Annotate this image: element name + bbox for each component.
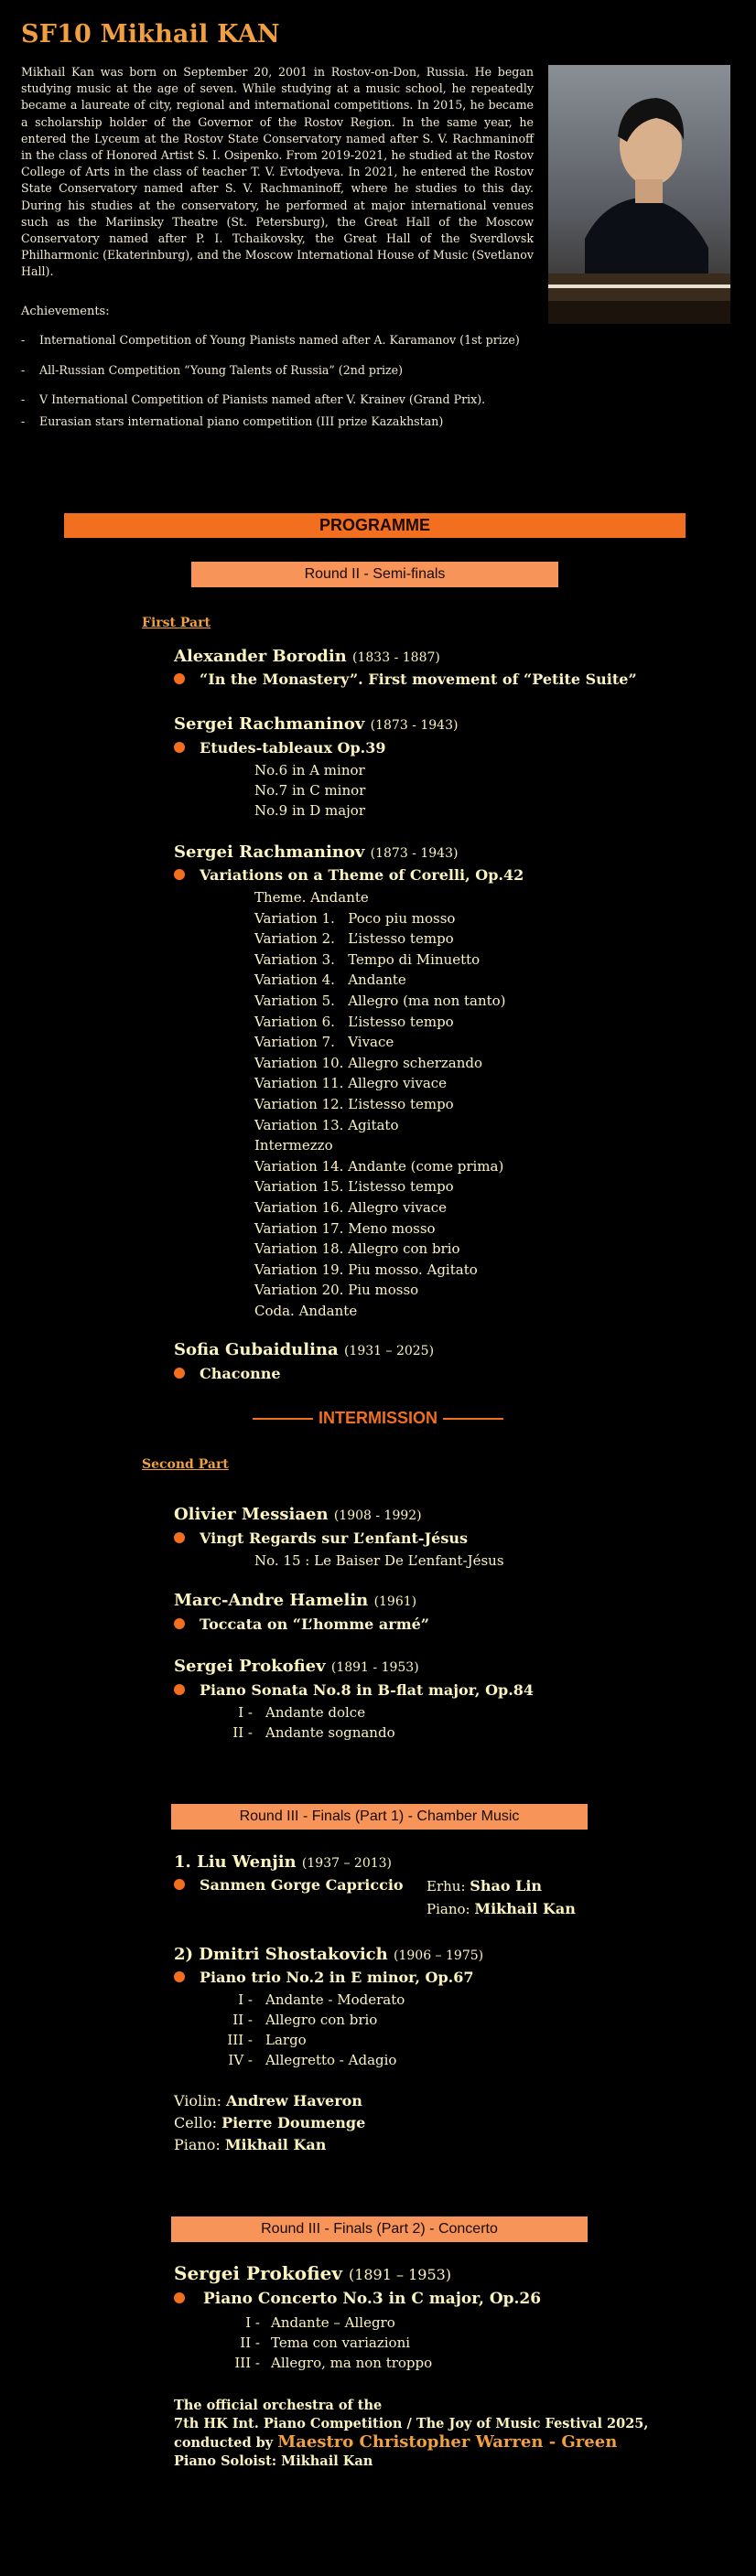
achievement-item: - International Competition of Young Pianists named after A. Karamanov (1st prize)	[21, 333, 520, 347]
movement: Allegretto - Adagio	[265, 2052, 397, 2068]
movement: Variation 7. Vivace	[254, 1034, 394, 1051]
movement-number: I -	[238, 1991, 253, 2008]
round-2-heading: Round II - Semi-finals	[191, 562, 558, 587]
movement: Coda. Andante	[254, 1303, 358, 1319]
work-title: Piano trio No.2 in E minor, Op.67	[174, 1969, 474, 1986]
bullet-icon	[174, 1368, 185, 1379]
composer-messiaen: Olivier Messiaen (1908 - 1992)	[174, 1505, 422, 1524]
movement: Variation 14. Andante (come prima)	[254, 1157, 504, 1175]
achievements-heading: Achievements:	[21, 305, 110, 318]
movement: Allegro con brio	[265, 2012, 378, 2028]
movement: Tema con variazioni	[271, 2334, 411, 2351]
composer-prokofiev: Sergei Prokofiev (1891 – 1953)	[174, 2262, 452, 2284]
composer-shostakovich: 2) Dmitri Shostakovich (1906 – 1975)	[174, 1945, 484, 1964]
achievement-item: - V International Competition of Pianists named after V. Krainev (Grand Prix).	[21, 392, 486, 406]
intermission-divider: INTERMISSION	[0, 1409, 756, 1428]
piano-performer: Piano: Mikhail Kan	[174, 2136, 327, 2153]
composer-prokofiev: Sergei Prokofiev (1891 - 1953)	[174, 1657, 419, 1676]
movement-number: I -	[238, 1704, 253, 1721]
movement: Andante – Allegro	[271, 2314, 395, 2331]
movement: Variation 16. Allegro vivace	[254, 1199, 448, 1216]
composer-hamelin: Marc-Andre Hamelin (1961)	[174, 1591, 417, 1610]
achievement-item: - Eurasian stars international piano competition (III prize Kazakhstan)	[21, 414, 444, 428]
movement: Andante - Moderato	[265, 1991, 405, 2008]
movement: Variation 5. Allegro (ma non tanto)	[254, 993, 506, 1009]
work-title: Vingt Regards sur L’enfant-Jésus	[174, 1530, 468, 1547]
movement-number: III -	[227, 2032, 253, 2048]
movement: Allegro, ma non troppo	[271, 2355, 433, 2371]
bullet-icon	[174, 1971, 185, 1982]
round-3-part-2-heading: Round III - Finals (Part 2) - Concerto	[171, 2216, 588, 2242]
movement: Andante dolce	[265, 1704, 366, 1721]
composer-gubaidulina: Sofia Gubaidulina (1931 – 2025)	[174, 1340, 435, 1359]
movement: Variation 6. L’istesso tempo	[254, 1013, 454, 1030]
movement: Variation 11. Allegro vivace	[254, 1075, 448, 1092]
round-3-part-1-heading: Round III - Finals (Part 1) - Chamber Music	[171, 1804, 588, 1830]
movement: No. 15 : Le Baiser De L’enfant-Jésus	[254, 1552, 504, 1569]
movement-number: II -	[232, 2012, 253, 2028]
conductor-name: Maestro Christopher Warren - Green	[277, 2432, 618, 2452]
work-title: Chaconne	[174, 1365, 281, 1382]
work-title: Toccata on “L’homme armé”	[174, 1615, 429, 1633]
second-part-heading: Second Part	[142, 1457, 229, 1472]
movement: Variation 10. Allegro scherzando	[254, 1054, 483, 1071]
work-title: “In the Monastery”. First movement of “Petite Suite”	[174, 671, 637, 688]
programme-heading: PROGRAMME	[64, 513, 686, 538]
biography-text: Mikhail Kan was born on September 20, 2001 in Rostov-on-Don, Russia. He began studying music at the age of seven. While studying at a music school, he repeatedly became a laureate of city, regional and international competitions. In 2015, he became a scholarship holder of the Governor of the Rostov Region. In the same year, he entered the Lyceum at the Rostov State Conservatory named after S. V. Rachmaninoff in the class of Honored Artist S. I. Osipenko. From 2019-2021, he studied at the Rostov College of Arts in the class of teacher T. V. Evtodyeva. In 2021, he entered the Rostov State Conservatory named after S. V. Rachmaninoff, where he studies to this day. During his studies at the conservatory, he performed at major international venues such as the Mariinsky Theatre (St. Petersburg), the Great Hall of the Moscow Conservatory named after P. I. Tchaikovsky, the Great Hall of the Sverdlovsk Philharmonic (Ekaterinburg), and the Moscow International House of Music (Svetlanov Hall).	[21, 65, 534, 279]
movement: Variation 13. Agitato	[254, 1116, 399, 1133]
composer-liu-wenjin: 1. Liu Wenjin (1937 – 2013)	[174, 1852, 393, 1872]
work-title: Piano Concerto No.3 in C major, Op.26	[174, 2290, 541, 2308]
bullet-icon	[174, 742, 185, 753]
movement: No.9 in D major	[254, 802, 366, 819]
piano-performer: Piano: Mikhail Kan	[427, 1900, 576, 1917]
orchestra-credits: The official orchestra of the 7th HK Int. Piano Competition / The Joy of Music Festival 2025, conducted by Maestro Christopher Warren - Green Piano Soloist: Mikhail Kan	[174, 2398, 649, 2469]
movement-number: III -	[234, 2355, 260, 2371]
movement: Variation 12. L’istesso tempo	[254, 1096, 454, 1112]
cello-performer: Cello: Pierre Doumenge	[174, 2114, 366, 2131]
achievement-item: - All-Russian Competition “Young Talents of Russia” (2nd prize)	[21, 363, 404, 377]
movement-number: II -	[240, 2334, 260, 2351]
movement: Andante sognando	[265, 1724, 395, 1741]
work-title: Etudes-tableaux Op.39	[174, 739, 386, 757]
movement: Variation 15. L’istesso tempo	[254, 1178, 454, 1196]
bullet-icon	[174, 1879, 185, 1890]
movement: Theme. Andante	[254, 889, 369, 906]
bullet-icon	[174, 673, 185, 684]
movement: No.6 in A minor	[254, 762, 365, 778]
movement: No.7 in C minor	[254, 782, 366, 799]
movement: Variation 2. L’istesso tempo	[254, 930, 454, 948]
bullet-icon	[174, 1684, 185, 1695]
violin-performer: Violin: Andrew Haveron	[174, 2092, 362, 2109]
movement: Variation 20. Piu mosso	[254, 1282, 419, 1299]
movement: Intermezzo	[254, 1137, 333, 1154]
bullet-icon	[174, 2292, 185, 2303]
composer-borodin: Alexander Borodin (1833 - 1887)	[174, 647, 440, 666]
performer-photo	[548, 65, 730, 324]
composer-rachmaninov: Sergei Rachmaninov (1873 - 1943)	[174, 714, 459, 734]
bullet-icon	[174, 1618, 185, 1629]
movement-number: II -	[232, 1724, 253, 1741]
bullet-icon	[174, 1532, 185, 1543]
work-title: Sanmen Gorge Capriccio	[174, 1876, 404, 1894]
movement: Variation 3. Tempo di Minuetto	[254, 950, 481, 968]
movement: Largo	[265, 2032, 307, 2048]
movement: Variation 19. Piu mosso. Agitato	[254, 1261, 478, 1278]
movement: Variation 4. Andante	[254, 971, 406, 989]
bullet-icon	[174, 869, 185, 880]
erhu-performer: Erhu: Shao Lin	[427, 1877, 543, 1894]
composer-rachmaninov: Sergei Rachmaninov (1873 - 1943)	[174, 843, 459, 862]
work-title: Variations on a Theme of Corelli, Op.42	[174, 866, 524, 884]
movement: Variation 17. Meno mosso	[254, 1219, 436, 1237]
movement: Variation 1. Poco piu mosso	[254, 909, 456, 927]
work-title: Piano Sonata No.8 in B-flat major, Op.84	[174, 1681, 534, 1699]
movement-number: I -	[245, 2314, 260, 2331]
first-part-heading: First Part	[142, 616, 211, 630]
page-title: SF10 Mikhail KAN	[21, 20, 280, 48]
movement-number: IV -	[228, 2052, 253, 2068]
movement: Variation 18. Allegro con brio	[254, 1240, 460, 1258]
